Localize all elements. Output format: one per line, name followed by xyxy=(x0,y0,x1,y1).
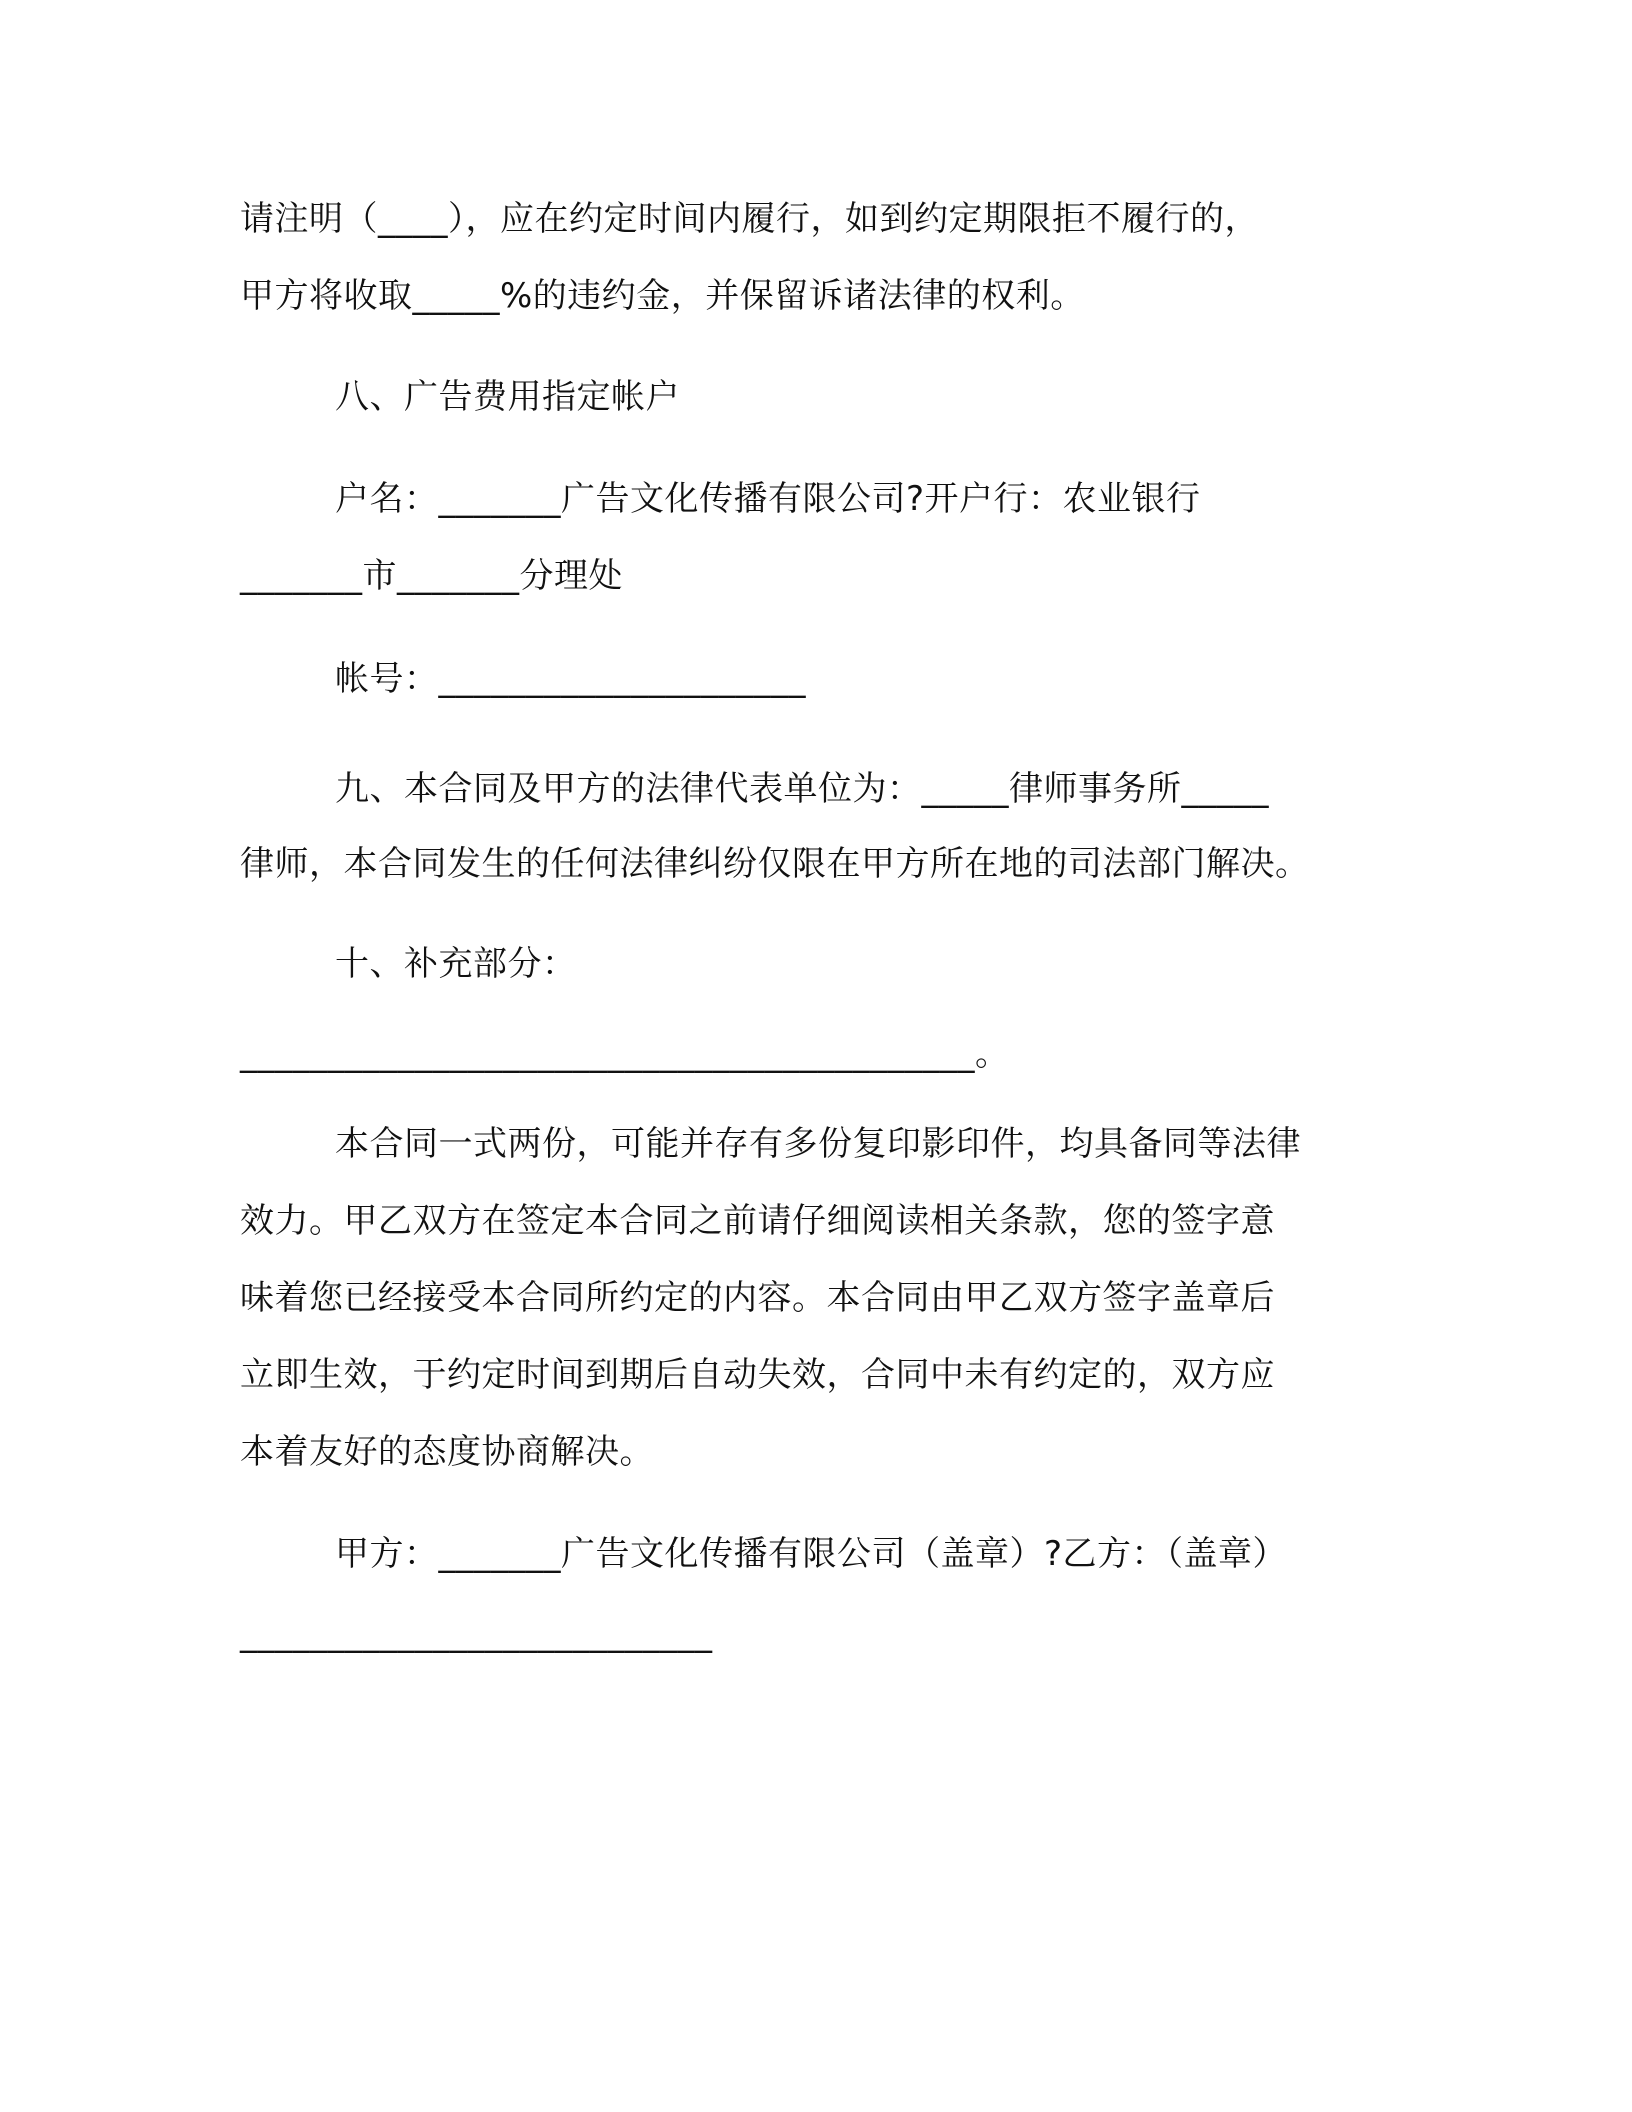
signature-line: 甲方：_______广告文化传播有限公司（盖章）?乙方：（盖章） xyxy=(335,1534,1288,1574)
closing-paragraph-line-1: 本合同一式两份，可能并存有多份复印影印件，均具备同等法律 xyxy=(335,1124,1301,1164)
account-number-line: 帐号：_____________________ xyxy=(335,659,806,699)
closing-paragraph-line-2: 效力。甲乙双方在签定本合同之前请仔细阅读相关条款，您的签字意 xyxy=(240,1201,1275,1241)
clause-7-text-line-1: 请注明（____），应在约定时间内履行，如到约定期限拒不履行的， xyxy=(240,199,1259,239)
clause-9-text-line-1: 九、本合同及甲方的法律代表单位为：_____律师事务所_____ xyxy=(335,769,1269,809)
clause-10-heading: 十、补充部分： xyxy=(335,944,577,984)
signature-blank-line: ___________________________ xyxy=(240,1614,713,1654)
closing-paragraph-line-3: 味着您已经接受本合同所约定的内容。本合同由甲乙双方签字盖章后 xyxy=(240,1278,1275,1318)
closing-paragraph-line-4: 立即生效，于约定时间到期后自动失效，合同中未有约定的，双方应 xyxy=(240,1355,1275,1395)
closing-paragraph-line-5: 本着友好的态度协商解决。 xyxy=(240,1432,654,1472)
bank-branch-line: _______市_______分理处 xyxy=(240,556,623,596)
supplement-blank-line: __________________________________________。 xyxy=(240,1034,1010,1074)
clause-9-text-line-2: 律师，本合同发生的任何法律纠纷仅限在甲方所在地的司法部门解决。 xyxy=(240,844,1310,884)
clause-8-heading: 八、广告费用指定帐户 xyxy=(335,377,680,417)
clause-7-text-line-2: 甲方将收取_____%的违约金，并保留诉诸法律的权利。 xyxy=(240,276,1085,316)
account-name-line: 户名：_______广告文化传播有限公司?开户行：农业银行 xyxy=(335,479,1201,519)
